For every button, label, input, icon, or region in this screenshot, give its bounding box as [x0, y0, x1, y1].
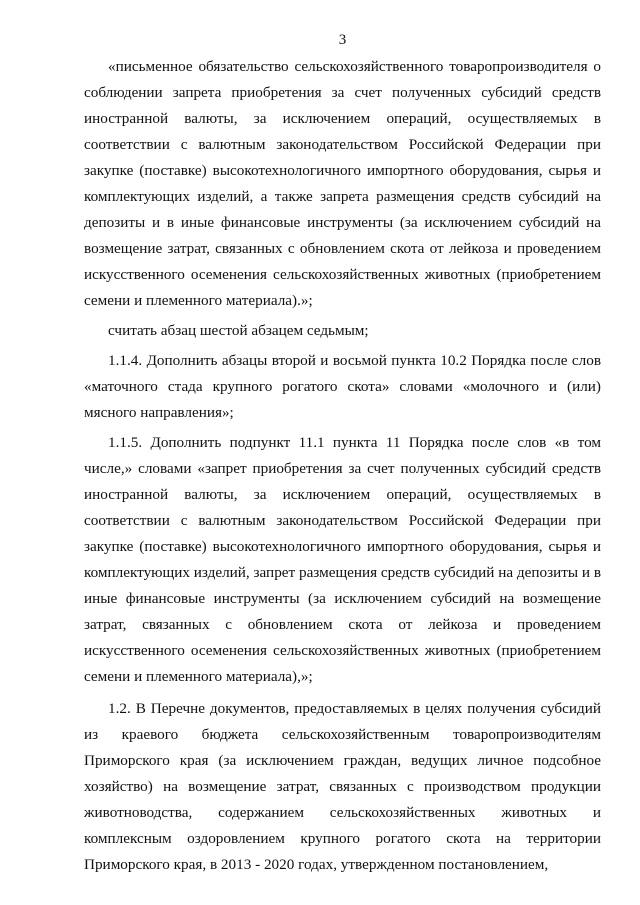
page-number: 3 — [338, 32, 347, 48]
paragraph-1-2: 1.2. В Перечне документов, предоставляемых в целях получения субсидий из краевого бюджета сельскохозяйственным товаропроизводителям Приморского края (за исключением граждан, ведущих личное подсобное хозяйство) на возмещение затрат, связанных с производством продукции животноводства, содержанием сельскохозяйственных животных и комплексным оздоровлением крупного рогатого скота на территории Приморского края, в 2013 - 2020 годах, утвержденном постановлением, — [84, 700, 601, 873]
paragraph-1-1-5: 1.1.5. Дополнить подпункт 11.1 пункта 11 Порядка после слов «в том числе,» словами «запрет приобретения за счет полученных субсидий средств иностранной валюты, за исключением операций, осуществляемых в соответствии с валютным законодательством Российской Федерации при закупке (поставке) высокотехнологичного импортного оборудования, сырья и комплектующих изделий, запрет размещения средств субсидий на депозиты и в иные финансовые инструменты (за исключением субсидий на возмещение затрат, связанных с обновлением скота от лейкоза и проведением искусственного осеменения сельскохозяйственных животных (приобретением семени и племенного материала),»; — [84, 434, 601, 685]
paragraph-written-obligation: «письменное обязательство сельскохозяйственного товаропроизводителя о соблюдении запрета приобретения за счет полученных субсидий средств иностранной валюты, за исключением операций, осуществляемых в соответствии с валютным законодательством Российской Федерации при закупке (поставке) высокотехнологичного импортного оборудования, сырья и комплектующих изделий, а также запрета размещения средств субсидий на депозиты и в иные финансовые инструменты (за исключением субсидий на возмещение затрат, связанных с обновлением скота от лейкоза и проведением искусственного осеменения сельскохозяйственных животных (приобретением семени и племенного материала).»; — [84, 58, 601, 309]
paragraph-renumber-clause: считать абзац шестой абзацем седьмым; — [108, 322, 369, 339]
paragraph-1-1-4: 1.1.4. Дополнить абзацы второй и восьмой пункта 10.2 Порядка после слов «маточного стада крупного рогатого скота» словами «молочного и (или) мясного направления»; — [84, 352, 601, 421]
